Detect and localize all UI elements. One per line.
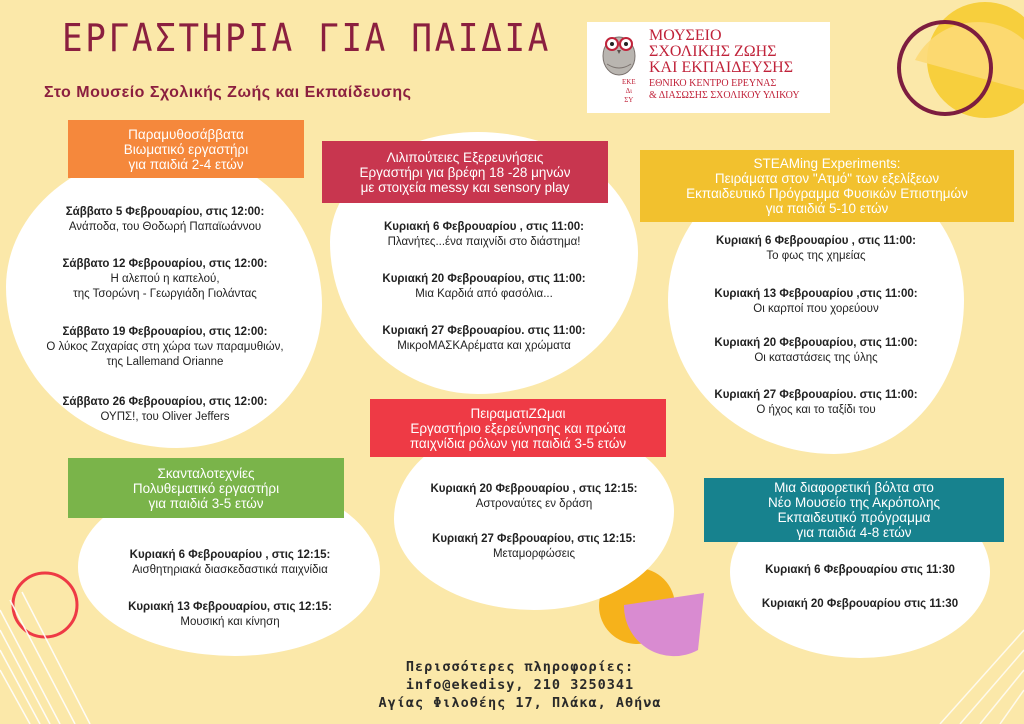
banner-akropoli: Μια διαφορετική βόλτα στο Νέο Μουσείο της Ακρόπολης Εκπαιδευτικό πρόγραμμα για παιδιά 4-8 ετών (704, 478, 1004, 542)
contact-address: Αγίας Φιλοθέης 17, Πλάκα, Αθήνα (378, 695, 662, 711)
page-title: ΕΡΓΑΣΤΗΡΙΑ ΓΙΑ ΠΑΙΔΙΑ (62, 16, 552, 60)
session-item: Κυριακή 20 Φεβρουαρίου, στις 11:00: Οι καταστάσεις της ύλης (714, 337, 918, 364)
session-item: Σάββατο 5 Φεβρουαρίου, στις 12:00: Ανάποδα, του Θοδωρή Παπαϊωάννου (65, 206, 265, 233)
contact-email-phone: info@ekedisy, 210 3250341 (405, 677, 635, 693)
logo-mark: ΕΚΕ Δι ΣΥ (622, 78, 636, 104)
logo-organization: ΕΘΝΙΚΟ ΚΕΝΤΡΟ ΕΡΕΥΝΑΣ & ΔΙΑΣΩΣΗΣ ΣΧΟΛΙΚΟΥ ΥΛΙΚΟΥ (649, 78, 800, 101)
banner-peiramatizomai: ΠειραματιΖΩμαι Εργαστήριο εξερεύνησης και πρώτα παιχνίδια ρόλων για παιδιά 3-5 ετών (370, 399, 666, 457)
session-item: Σάββατο 19 Φεβρουαρίου, στις 12:00: Ο λύκος Ζαχαρίας στη χώρα των παραμυθιών, της Lallemand Orianne (46, 326, 284, 368)
session-item: Κυριακή 6 Φεβρουαρίου , στις 11:00: Το φως της χημείας (715, 235, 916, 262)
session-item: Σάββατο 26 Φεβρουαρίου, στις 12:00: ΟΥΠΣ!, του Oliver Jeffers (62, 396, 268, 423)
logo-name: ΜΟΥΣΕΙΟ ΣΧΟΛΙΚΗΣ ΖΩΗΣ ΚΑΙ ΕΚΠΑΙΔΕΥΣΗΣ (649, 27, 793, 76)
banner-liliputeies: Λιλιπούτειες Εξερευνήσεις Εργαστήρι για βρέφη 18 -28 μηνών με στοιχεία messy και sensory play (322, 141, 608, 203)
session-item: Σάββατο 12 Φεβρουαρίου, στις 12:00: Η αλεπού η καπελού, της Τσορώνη - Γεωργιάδη Γιολάντας (62, 258, 268, 300)
session-item: Κυριακή 6 Φεβρουαρίου , στις 12:15: Αισθητηριακά διασκεδαστικά παιχνίδια (129, 549, 331, 576)
owl-icon (593, 26, 645, 76)
page-subtitle: Στο Μουσείο Σχολικής Ζωής και Εκπαίδευσης (44, 84, 412, 101)
session-item: Κυριακή 13 Φεβρουαρίου ,στις 11:00: Οι καρποί που χορεύουν (714, 288, 918, 315)
banner-skantalotexnies: Σκανταλοτεχνίες Πολυθεματικό εργαστήρι για παιδιά 3-5 ετών (68, 458, 344, 518)
hatch-pattern-bottom-right (940, 630, 1024, 724)
session-item: Κυριακή 27 Φεβρουαρίου. στις 11:00: Ο ήχος και το ταξίδι του (714, 389, 918, 416)
contact-info (370, 658, 670, 712)
contact-heading: Περισσότερες πληροφορίες: (405, 659, 635, 675)
session-item: Κυριακή 6 Φεβρουαρίου , στις 11:00: Πλανήτες...ένα παιχνίδι στο διάστημα! (383, 221, 584, 248)
session-item: Κυριακή 13 Φεβρουαρίου, στις 12:15: Μουσική και κίνηση (128, 601, 332, 628)
museum-logo (587, 22, 830, 113)
session-item: Κυριακή 20 Φεβρουαρίου, στις 11:00: Μια Καρδιά από φασόλια... (382, 273, 586, 300)
red-ring-bottom-left (13, 573, 77, 637)
banner-steaming: STEAMing Experiments: Πειράματα στον "Ατμό" των εξελίξεων Εκπαιδευτικό Πρόγραμμα Φυσικών Επιστημών για παιδιά 5-10 ετών (640, 150, 1014, 222)
session-item: Κυριακή 20 Φεβρουαρίου στις 11:30 (761, 598, 959, 610)
session-item: Κυριακή 20 Φεβρουαρίου , στις 12:15: Αστροναύτες εν δράση (430, 483, 638, 510)
session-item: Κυριακή 27 Φεβρουαρίου. στις 11:00: ΜικροΜΑΣΚΑρέματα και χρώματα (382, 325, 586, 352)
banner-paramythosavvata: Παραμυθοσάββατα Βιωματικό εργαστήρι για παιδιά 2-4 ετών (68, 120, 304, 178)
session-item: Κυριακή 6 Φεβρουαρίου στις 11:30 (765, 564, 955, 576)
session-item: Κυριακή 27 Φεβρουαρίου, στις 12:15: Μεταμορφώσεις (432, 533, 636, 560)
